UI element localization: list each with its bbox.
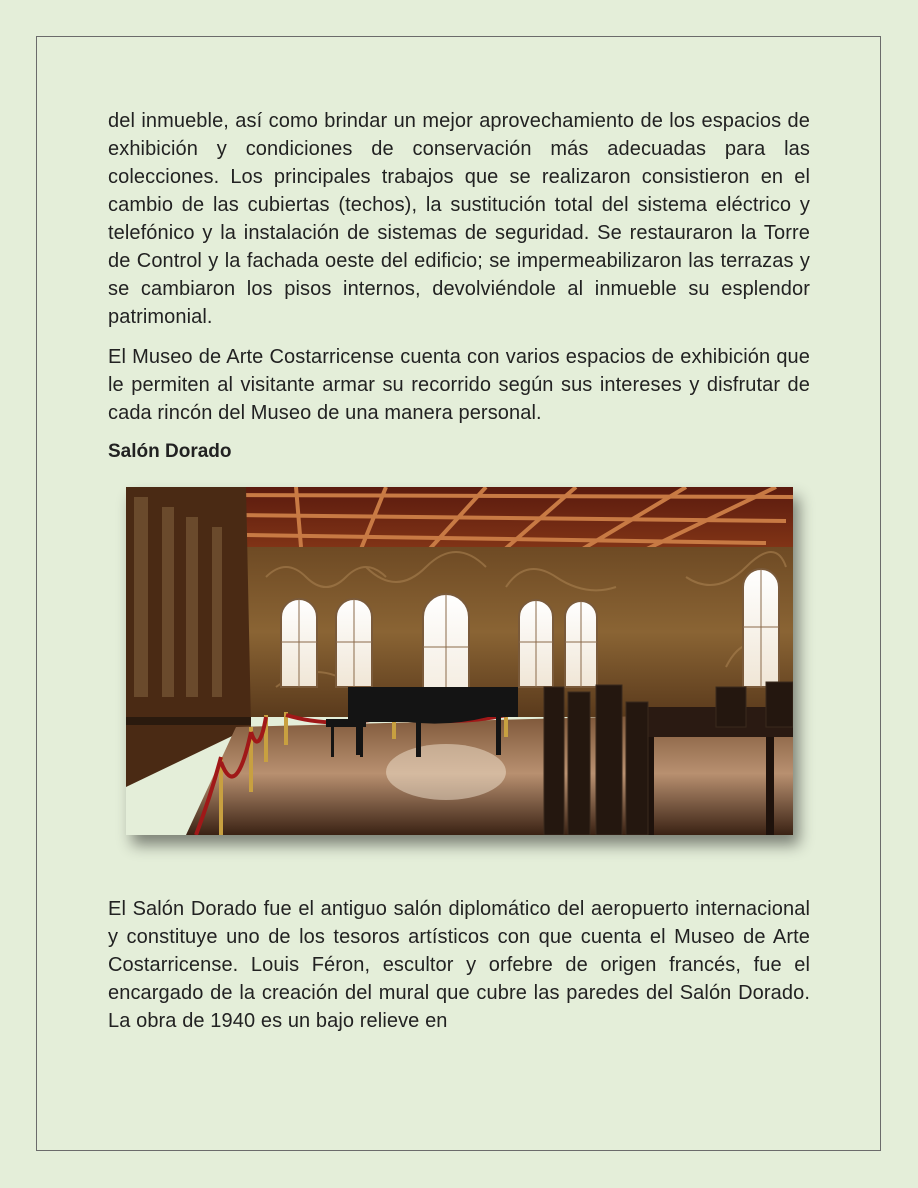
document-body <box>108 107 810 1047</box>
paragraph-restoration: del inmueble, así como brindar un mejor aprovechamiento de los espacios de exhibición y condiciones de conservación más adecuadas para las colecciones. Los principales trabajos que se realizaron consistieron en el cambio de las cubiertas (techos), la sustitución total del sistema eléctrico y telefónico y la instalación de sistemas de seguridad. Se restauraron la Torre de Control y la fachada oeste del edificio; se impermeabilizaron las terrazas y se cambiaron los pisos internos, devolviéndole al inmueble su esplendor patrimonial. <box>108 110 810 328</box>
photo-illustration <box>126 487 793 835</box>
paragraph-salon-dorado: El Salón Dorado fue el antiguo salón diplomático del aeropuerto internacional y constituye uno de los tesoros artísticos con que cuenta el Museo de Arte Costarricense. Louis Féron, escultor y orfebre de origen francés, fue el encargado de la creación del mural que cubre las paredes del Salón Dorado. La obra de 1940 es un bajo relieve en <box>108 898 810 1032</box>
salon-dorado-photo <box>126 487 793 835</box>
paragraph-exhibition-spaces: El Museo de Arte Costarricense cuenta con varios espacios de exhibición que le permiten al visitante armar su recorrido según sus intereses y disfrutar de cada rincón del Museo de una manera personal. <box>108 346 810 424</box>
section-heading: Salón Dorado <box>108 441 232 462</box>
